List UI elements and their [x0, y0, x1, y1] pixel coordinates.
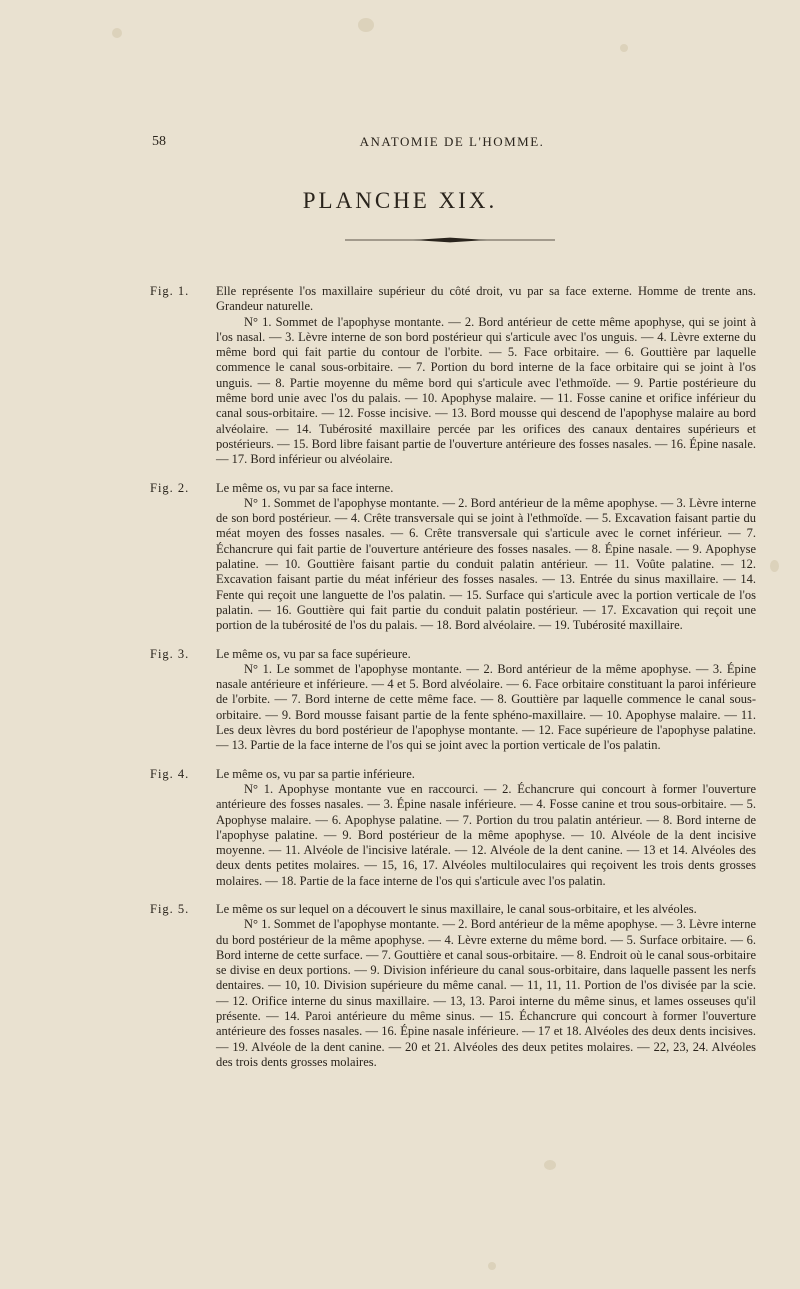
plate-title: PLANCHE XIX. — [302, 188, 498, 213]
figure-label: Fig. 2. — [150, 480, 190, 495]
figure-legend-items: N° 1. Apophyse montante vue en raccourci. — 2. Échancrure qui concourt à former l'ouverture antérieure des fosses nasales. — 3. Épine nasale inférieure. — 4. Fosse canine et trou sous-orbitaire. — 5. Apophyse malaire. — 6. Apophyse palatine. — 7. Portion du trou palatin antérieur. — 8. Bord interne de l'apophyse palatine. — 9. Bord postérieur de la même apophyse. — 10. Alvéole de la dent incisive moyenne. — 11. Alvéole de l'incisive latérale. — 12. Alvéole de la dent canine. — 13 et 14. Alvéoles des deux dents petites molaires. — 15, 16, 17. Alvéoles multiloculaires qui reçoivent les trois dents grosses molaires. — 18. Partie de la face interne de l'os qui s'articule avec l'os palatin. — [216, 781, 756, 888]
ornamental-rule-icon — [345, 237, 555, 243]
paper-stain — [544, 1160, 556, 1170]
figure-legend-items: N° 1. Sommet de l'apophyse montante. — 2. Bord antérieur de cette même apophyse, qui se joint à l'os nasal. — 3. Lèvre interne de son bord postérieur qui s'articule avec l'os unguis. — 4. Lèvre externe du même bord qui fait partie du contour de l'orbite. — 5. Face orbitaire. — 6. Gouttière par laquelle commence le canal sous-orbitaire. — 7. Portion du bord interne de la face orbitaire qui se joint à l'os unguis. — 8. Partie moyenne du même bord qui s'articule avec l'ethmoïde. — 9. Partie postérieure du même bord unie avec l'os du palais. — 10. Apophyse malaire. — 11. Fosse canine et orifice inférieur du canal sous-orbitaire. — 12. Fosse incisive. — 13. Bord mousse qui descend de l'apophyse malaire au bord alvéolaire. — 14. Tubérosité maxillaire percée par les orifices des canaux dentaires supérieurs et postérieurs. — 15. Bord libre faisant partie de l'ouverture antérieure des fosses nasales. — 16. Épine nasale. — 17. Bord inférieur ou alvéolaire. — [216, 314, 756, 467]
figure-legend-items: N° 1. Sommet de l'apophyse montante. — 2. Bord antérieur de la même apophyse. — 3. Lèvre interne du bord postérieur de la même apophyse. — 4. Lèvre externe du même bord. — 5. Surface orbitaire. — 6. Bord interne de cette surface. — 7. Gouttière et canal sous-orbitaire. — 8. Endroit où le canal sous-orbitaire se divise en deux portions. — 9. Division inférieure du canal sous-orbitaire, dans laquelle passent les nerfs dentaires. — 10, 10. Division supérieure du même canal. — 11, 11, 11. Portion de l'os divisée par la scie. — 12. Orifice interne du sinus maxillaire. — 13, 13. Paroi interne du même sinus, et lames osseuses qu'il présente. — 14. Paroi antérieure du même sinus. — 15. Échancrure qui concourt à former l'ouverture antérieure des fosses nasales. — 16. Épine nasale inférieure. — 17 et 18. Alvéoles des deux dents incisives. — 19. Alvéole de la dent canine. — 20 et 21. Alvéoles des deux petites molaires. — 22, 23, 24. Alvéoles des trois dents grosses molaires. — [216, 917, 756, 1069]
figure-label: Fig. 3. — [150, 646, 190, 661]
figure-entry-5 — [150, 902, 756, 1070]
figure-label: Fig. 1. — [150, 284, 190, 298]
figure-entry-3 — [150, 647, 756, 754]
figure-description — [216, 647, 756, 754]
figure-entry-4 — [150, 767, 756, 889]
plate-explanation — [150, 284, 756, 1083]
figure-entry-1 — [150, 284, 756, 468]
figure-entry-2 — [150, 481, 756, 634]
running-head: ANATOMIE DE L'HOMME. — [359, 134, 545, 149]
paper-stain — [620, 44, 628, 52]
page-header — [152, 134, 752, 154]
figure-description — [216, 481, 756, 634]
paper-stain — [488, 1262, 496, 1270]
paper-stain — [112, 28, 122, 38]
figure-intro: Le même os, vu par sa partie inférieure. — [216, 766, 415, 781]
figure-intro: Le même os, vu par sa face interne. — [216, 480, 394, 495]
figure-legend-items: N° 1. Sommet de l'apophyse montante. — 2. Bord antérieur de la même apophyse. — 3. Lèvre interne de son bord postérieur. — 4. Crête transversale qui se joint à l'ethmoïde. — 5. Excavation faisant partie du méat moyen des fosses nasales. — 6. Crête transversale qui s'articule avec le cornet inférieur. — 7. Échancrure qui fait partie de l'ouverture antérieure des fosses nasales. — 8. Épine nasale. — 9. Apophyse palatine. — 10. Gouttière faisant partie du conduit palatin antérieur. — 11. Voûte palatine. — 12. Excavation faisant partie du méat inférieur des fosses nasales. — 13. Entrée du sinus maxillaire. — 14. Fente qui reçoit une languette de l'os palatin. — 15. Surface qui s'articule avec la portion verticale de l'os palatin. — 16. Gouttière qui fait partie du conduit palatin postérieur. — 17. Excavation qui reçoit une portion de la tubérosité de l'os du palais. — 18. Bord alvéolaire. — 19. Tubérosité maxillaire. — [216, 495, 756, 633]
paper-stain — [358, 18, 374, 32]
figure-label: Fig. 4. — [150, 766, 190, 781]
figure-description — [216, 902, 756, 1070]
page-number: 58 — [152, 134, 166, 149]
figure-description — [216, 767, 756, 889]
paper-stain — [770, 560, 779, 572]
figure-label: Fig. 5. — [150, 901, 190, 916]
figure-intro: Le même os, vu par sa face supérieure. — [216, 646, 411, 661]
figure-intro: Le même os sur lequel on a découvert le sinus maxillaire, le canal sous-orbitaire, et les alvéoles. — [216, 901, 697, 916]
figure-legend-items: N° 1. Le sommet de l'apophyse montante. — 2. Bord antérieur de la même apophyse. — 3. Épine nasale antérieure et inférieure. — 4 et 5. Bord alvéolaire. — 6. Face orbitaire constituant la paroi inférieure de l'orbite. — 7. Bord interne de cette même face. — 8. Gouttière par laquelle commence le canal sous-orbitaire. — 9. Bord mousse faisant partie de la fente sphéno-maxillaire. — 10. Apophyse malaire. — 11. Les deux lèvres du bord postérieur de l'apophyse montante. — 12. Face supérieure de l'apophyse palatine. — 13. Partie de la face interne de l'os qui se joint avec la portion verticale de l'os palatin. — [216, 661, 756, 753]
figure-description — [216, 284, 756, 468]
figure-intro: Elle représente l'os maxillaire supérieur du côté droit, vu par sa face externe. Homme de trente ans. Grandeur naturelle. — [216, 284, 756, 314]
